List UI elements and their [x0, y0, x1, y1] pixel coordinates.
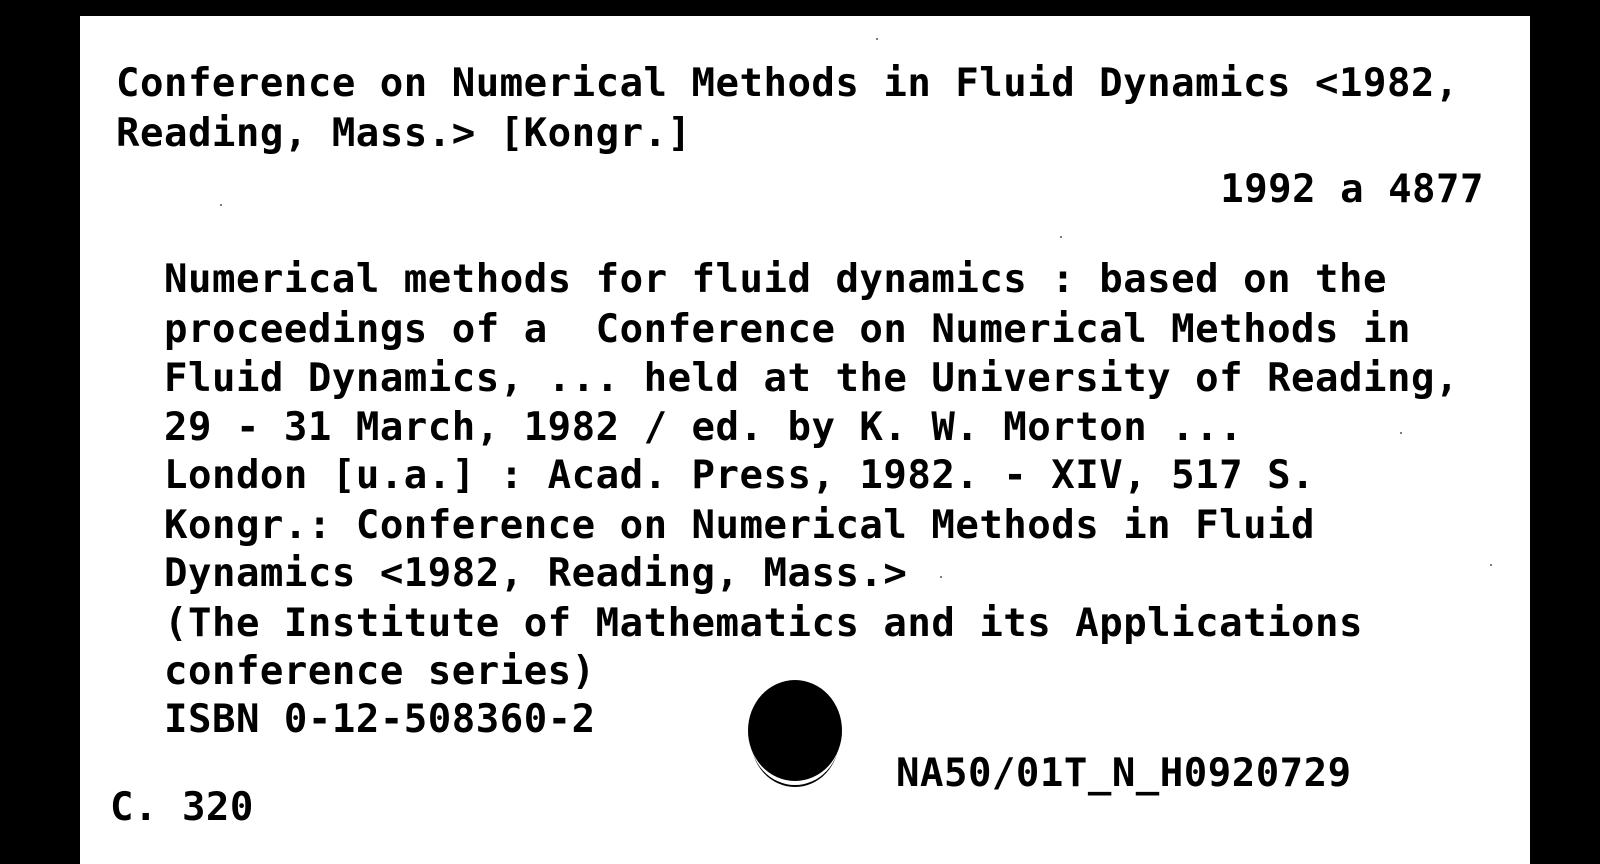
isbn-line: ISBN 0-12-508360-2	[164, 697, 596, 742]
body-line-9: conference series)	[164, 649, 596, 694]
call-number: C. 320	[110, 785, 254, 830]
body-line-7: Dynamics <1982, Reading, Mass.>	[164, 551, 908, 596]
body-line-4: 29 - 31 March, 1982 / ed. by K. W. Morton ...	[164, 405, 1244, 450]
body-line-1: Numerical methods for fluid dynamics : based on the	[164, 257, 1387, 302]
body-line-3: Fluid Dynamics, ... held at the University of Reading,	[164, 356, 1459, 401]
body-line-8: (The Institute of Mathematics and its Applications	[164, 601, 1363, 646]
punch-hole	[748, 680, 842, 781]
body-line-5: London [u.a.] : Acad. Press, 1982. - XIV, 517 S.	[164, 453, 1316, 498]
heading-line-2: Reading, Mass.> [Kongr.]	[116, 111, 692, 156]
scan-speck	[1060, 236, 1062, 238]
scan-speck	[1490, 564, 1492, 566]
scan-speck	[876, 38, 878, 40]
scan-speck	[940, 576, 942, 578]
scan-speck	[1400, 432, 1402, 434]
shelf-mark: 1992 a 4877	[1220, 167, 1484, 212]
body-line-6: Kongr.: Conference on Numerical Methods in Fluid	[164, 503, 1316, 548]
body-line-2: proceedings of a Conference on Numerical Methods in	[164, 307, 1411, 352]
heading-line-1: Conference on Numerical Methods in Fluid Dynamics <1982,	[116, 61, 1459, 106]
catalog-card	[80, 16, 1530, 864]
record-id: NA50/01T_N_H0920729	[896, 751, 1352, 796]
scan-speck	[220, 204, 222, 206]
